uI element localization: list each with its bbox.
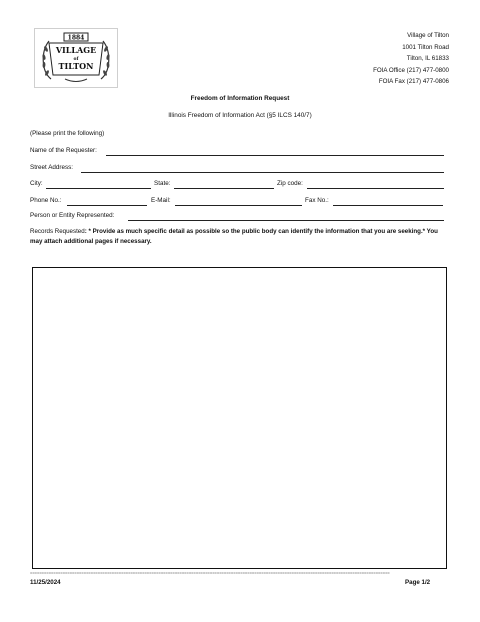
phone-label: Phone No.: xyxy=(30,197,62,204)
village-address-block xyxy=(373,30,449,88)
form-title: Freedom of Information Request xyxy=(190,95,290,102)
form-subtitle: Illinois Freedom of Information Act (§5 ILCS 140/7) xyxy=(168,112,312,119)
state-field[interactable] xyxy=(174,188,274,189)
seal-year: 1884 xyxy=(67,34,85,42)
records-requested-label: Records Requested xyxy=(30,228,85,235)
address-street: 1001 Tilton Road xyxy=(402,43,449,51)
footer-divider: ========================================================================================================================================================== xyxy=(30,570,390,575)
phone-field[interactable] xyxy=(67,205,147,206)
fax-label: Fax No.: xyxy=(305,197,329,204)
seal-line-1: VILLAGE xyxy=(55,45,97,55)
city-field[interactable] xyxy=(46,188,151,189)
street-address-label: Street Address: xyxy=(30,164,74,171)
form-date: 11/25/2024 xyxy=(30,579,61,586)
address-foia-fax: FOIA Fax (217) 477-0806 xyxy=(378,78,449,86)
email-field[interactable] xyxy=(175,205,302,206)
fax-field[interactable] xyxy=(333,205,443,206)
requester-name-field[interactable] xyxy=(106,155,444,156)
zip-code-label: Zip code: xyxy=(277,180,303,187)
entity-represented-field[interactable] xyxy=(128,220,444,221)
address-city: Tilton, IL 61833 xyxy=(406,55,449,63)
records-requested-instructions xyxy=(30,227,450,247)
address-foia-office: FOIA Office (217) 477-0800 xyxy=(373,66,449,74)
print-instruction: (Please print the following) xyxy=(30,130,105,137)
email-label: E-Mail: xyxy=(151,197,171,204)
records-requested-note: : * Provide as much specific detail as possible so the public body can identify the information that you are seeking.* You may attach additional pages if necessary. xyxy=(30,228,438,245)
village-seal-graphic xyxy=(35,29,117,87)
records-requested-textarea[interactable] xyxy=(32,267,447,569)
seal-line-3: TILTON xyxy=(58,61,94,71)
village-seal-logo xyxy=(34,28,118,88)
entity-represented-label: Person or Entity Represented: xyxy=(30,212,115,219)
state-label: State: xyxy=(154,180,171,187)
street-address-field[interactable] xyxy=(81,172,444,173)
zip-code-field[interactable] xyxy=(307,188,444,189)
city-label: City: xyxy=(30,180,43,187)
seal-line-2: of xyxy=(73,57,79,62)
address-name: Village of Tilton xyxy=(407,32,449,39)
page-number: Page 1/2 xyxy=(405,579,431,586)
requester-name-label: Name of the Requester: xyxy=(30,147,97,154)
